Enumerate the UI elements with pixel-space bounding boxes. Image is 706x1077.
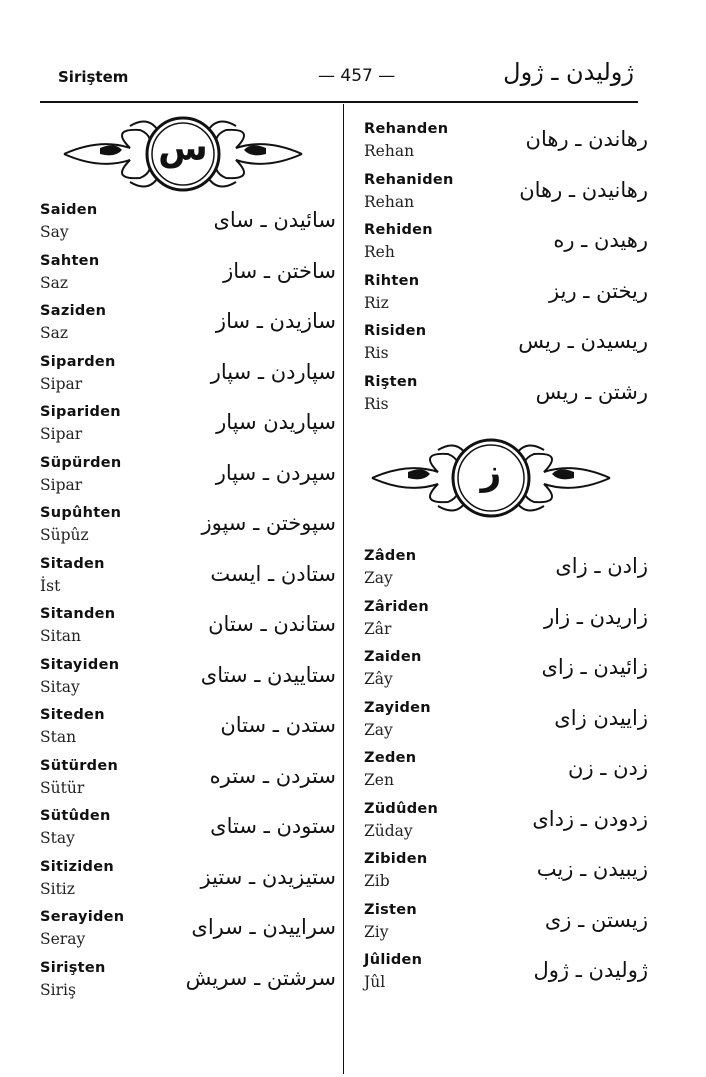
- verb-infinitive: Sirişten: [40, 959, 106, 976]
- dictionary-entry: [40, 808, 336, 859]
- dictionary-entry: [364, 750, 648, 801]
- verb-root: Reh: [364, 243, 395, 261]
- verb-root: Saz: [40, 273, 69, 292]
- verb-root: İst: [40, 576, 61, 595]
- persian-script: رهاندن ـ رهان: [525, 127, 648, 151]
- dictionary-entry: [364, 548, 648, 599]
- dictionary-entry: [40, 707, 336, 758]
- dictionary-entry: [40, 404, 336, 455]
- verb-root: Ziy: [364, 922, 389, 941]
- column-divider: [343, 104, 344, 1074]
- persian-script: ساختن ـ ساز: [223, 258, 336, 283]
- verb-infinitive: Rehaniden: [364, 171, 454, 188]
- persian-script: سپاریدن سپار: [216, 410, 336, 434]
- header-rule: [40, 101, 638, 103]
- verb-root: Stan: [40, 728, 77, 746]
- verb-root: Zen: [364, 771, 394, 789]
- verb-root: Seray: [40, 930, 86, 948]
- persian-script: سراییدن ـ سرای: [191, 915, 336, 939]
- ornament-ze: [368, 430, 614, 526]
- right-column-z-entries: [364, 548, 648, 1003]
- verb-infinitive: Sipariden: [40, 404, 121, 420]
- dictionary-entry: [40, 657, 336, 708]
- persian-script: ریسیدن ـ ریس: [518, 329, 648, 353]
- persian-script: سائیدن ـ سای: [213, 208, 336, 232]
- verb-root: Zay: [364, 569, 393, 587]
- dictionary-entry: [364, 323, 648, 374]
- verb-infinitive: Supûhten: [40, 505, 122, 521]
- verb-root: Zay: [364, 720, 393, 739]
- verb-infinitive: Zisten: [364, 901, 418, 918]
- verb-root: Sitan: [40, 627, 82, 645]
- verb-infinitive: Sitaden: [40, 555, 105, 572]
- persian-script: رشتن ـ ریس: [535, 379, 648, 404]
- dictionary-entry: [364, 374, 648, 425]
- verb-root: Ris: [364, 394, 389, 413]
- dictionary-entry: [40, 758, 336, 809]
- verb-root: Sipar: [40, 475, 83, 494]
- verb-infinitive: Zayiden: [364, 699, 431, 716]
- persian-script: زیبیدن ـ زیب: [536, 857, 648, 881]
- verb-root: Stay: [40, 829, 75, 847]
- verb-root: Sipar: [40, 374, 83, 393]
- dictionary-entry: [40, 303, 336, 354]
- dictionary-entry: [364, 952, 648, 1003]
- persian-script: ژولیدن ـ ژول: [533, 958, 648, 982]
- persian-script: زدن ـ زن: [568, 756, 648, 780]
- verb-infinitive: Süpürden: [40, 454, 122, 471]
- verb-infinitive: Rihten: [364, 272, 420, 289]
- verb-root: Sipar: [40, 425, 83, 443]
- dictionary-entry: [40, 606, 336, 657]
- verb-infinitive: Jûliden: [364, 952, 423, 968]
- persian-script: زائیدن ـ زای: [541, 655, 648, 679]
- verb-root: Siriş: [40, 980, 76, 999]
- persian-script: ستدن ـ ستان: [220, 713, 336, 737]
- persian-script: ستودن ـ ستای: [210, 814, 336, 838]
- verb-root: Say: [40, 223, 69, 241]
- verb-root: Ris: [364, 344, 389, 362]
- dictionary-entry: [40, 505, 336, 556]
- persian-script: سرشتن ـ سریش: [185, 965, 336, 990]
- dictionary-entry: [40, 556, 336, 607]
- dictionary-entry: [364, 902, 648, 953]
- ornament-sin: [60, 108, 306, 200]
- verb-root: Saz: [40, 324, 69, 342]
- dictionary-entry: [40, 253, 336, 304]
- right-column-r-entries: [364, 121, 648, 424]
- ornament-letter: ز: [480, 452, 502, 493]
- dictionary-entry: [40, 960, 336, 1011]
- verb-infinitive: Zâden: [364, 548, 417, 564]
- persian-script: ستاندن ـ ستان: [208, 612, 336, 636]
- verb-root: Zây: [364, 670, 393, 688]
- verb-infinitive: Rehanden: [364, 121, 449, 137]
- verb-infinitive: Zâriden: [364, 598, 430, 615]
- dictionary-entry: [40, 354, 336, 405]
- persian-script: رهیدن ـ ره: [553, 228, 648, 252]
- verb-root: Rehan: [364, 192, 415, 211]
- verb-infinitive: Sitayiden: [40, 656, 120, 673]
- persian-script: سازیدن ـ ساز: [215, 309, 336, 333]
- verb-infinitive: Zibiden: [364, 851, 428, 867]
- dictionary-entry: [364, 649, 648, 700]
- persian-script: ستردن ـ ستره: [209, 763, 336, 788]
- verb-root: Zib: [364, 872, 390, 890]
- verb-infinitive: Sütûden: [40, 808, 111, 824]
- verb-infinitive: Züdûden: [364, 800, 439, 817]
- dictionary-entry: [364, 222, 648, 273]
- dictionary-entry: [364, 851, 648, 902]
- running-head-left: Siriştem: [58, 68, 129, 86]
- dictionary-entry: [364, 700, 648, 751]
- verb-root: Jûl: [364, 973, 386, 991]
- persian-script: ریختن ـ ریز: [549, 278, 648, 303]
- verb-infinitive: Zeden: [364, 750, 417, 766]
- verb-root: Züday: [364, 821, 413, 840]
- verb-infinitive: Zaiden: [364, 649, 422, 665]
- verb-infinitive: Rişten: [364, 373, 418, 390]
- dictionary-entry: [40, 909, 336, 960]
- dictionary-entry: [40, 202, 336, 253]
- persian-script: زدودن ـ زدای: [532, 806, 648, 831]
- persian-script: ستاییدن ـ ستای: [200, 662, 336, 687]
- persian-script: سپوختن ـ سپوز: [201, 511, 336, 535]
- dictionary-entry: [40, 455, 336, 506]
- verb-root: Zâr: [364, 619, 392, 638]
- left-column: [40, 202, 336, 1010]
- persian-script: رهانیدن ـ رهان: [519, 177, 648, 202]
- persian-script: ستیزیدن ـ ستیز: [200, 864, 336, 889]
- verb-infinitive: Siparden: [40, 353, 116, 370]
- persian-script: زیستن ـ زی: [544, 907, 648, 932]
- verb-infinitive: Sahten: [40, 252, 100, 269]
- verb-infinitive: Serayiden: [40, 909, 125, 925]
- persian-script: سپاردن ـ سپار: [210, 359, 336, 384]
- dictionary-entry: [364, 121, 648, 172]
- verb-infinitive: Sütürden: [40, 757, 119, 774]
- verb-root: Süpûz: [40, 526, 89, 544]
- dictionary-entry: [364, 172, 648, 223]
- persian-script: سپردن ـ سپار: [215, 460, 336, 485]
- verb-root: Sitay: [40, 677, 80, 696]
- page-number: — 457 —: [318, 66, 396, 86]
- dictionary-entry: [364, 599, 648, 650]
- persian-script: زاریدن ـ زار: [543, 604, 648, 629]
- dictionary-entry: [364, 273, 648, 324]
- persian-script: زاییدن زای: [554, 705, 648, 730]
- verb-infinitive: Risiden: [364, 323, 427, 339]
- verb-infinitive: Saiden: [40, 202, 98, 218]
- verb-root: Sütür: [40, 778, 85, 797]
- verb-infinitive: Rehiden: [364, 222, 433, 238]
- verb-root: Rehan: [364, 142, 415, 160]
- persian-script: ستادن ـ ایست: [210, 561, 336, 586]
- persian-script: زادن ـ زای: [555, 554, 648, 578]
- verb-infinitive: Sitiziden: [40, 858, 114, 875]
- dictionary-entry: [364, 801, 648, 852]
- verb-infinitive: Siteden: [40, 707, 105, 723]
- verb-infinitive: Saziden: [40, 303, 107, 319]
- verb-root: Sitiz: [40, 879, 75, 898]
- ornament-letter: س: [158, 128, 208, 169]
- running-head-right: ژولیدن ـ ژول: [503, 58, 634, 86]
- verb-root: Riz: [364, 293, 389, 312]
- verb-infinitive: Sitanden: [40, 606, 116, 622]
- dictionary-entry: [40, 859, 336, 910]
